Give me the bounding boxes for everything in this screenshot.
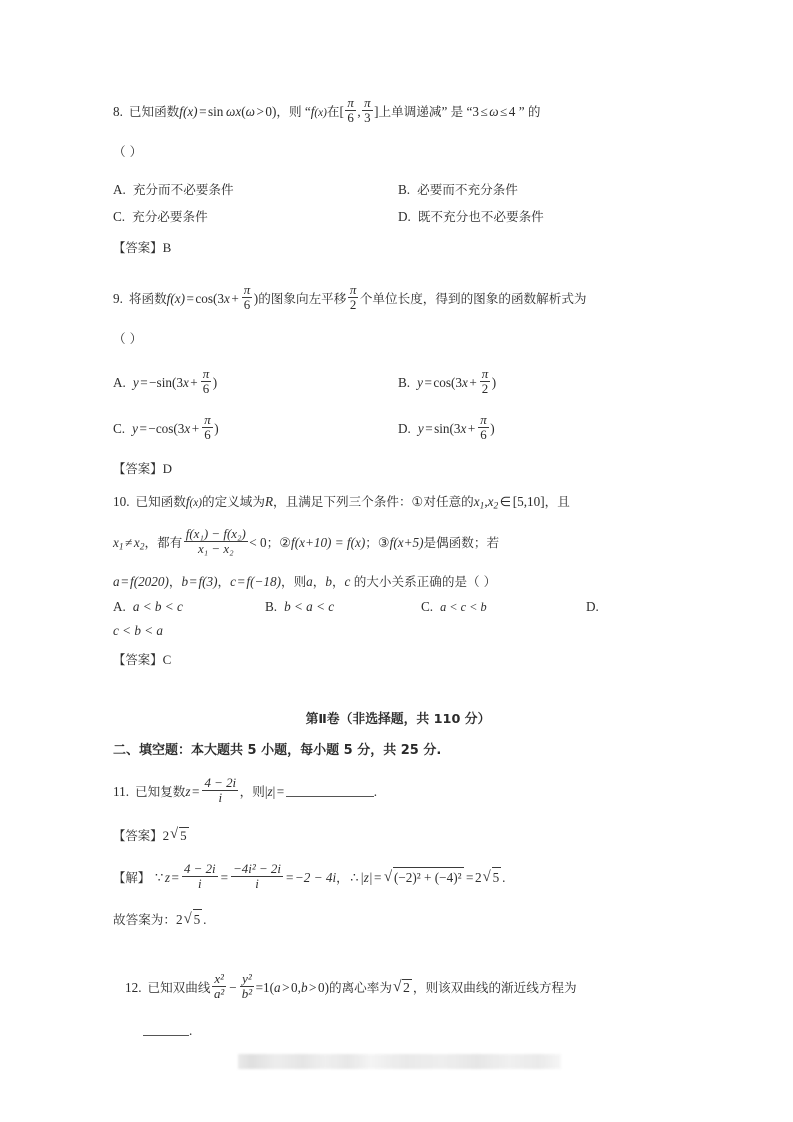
question-10-option-d[interactable]: D. — [586, 599, 599, 615]
fraction-pi-over-6: $\frac{\pi}{6}$ — [243, 282, 251, 313]
sqrt-5: √ 5 — [170, 827, 189, 844]
question-10-number: 10. — [113, 493, 130, 509]
question-11-answer-blank[interactable] — [286, 784, 374, 798]
question-10-stem-line-1: 已知函数f(x)的定义域为R，且满足下列三个条件：①对任意的$x_1,x_2$ ∈ [5,10]，且 — [135, 493, 570, 512]
question-8-option-a[interactable]: A. 充分而不必要条件 — [113, 182, 234, 198]
question-9-answer: 【答案】D — [113, 460, 172, 476]
question-11-stem: 已知复数z = $\frac{4 - 2i}{i}$ ，则|z| = . — [135, 774, 377, 805]
fraction-pi: $\frac{\pi}{6}$ — [204, 411, 211, 442]
question-10-stem-line-2: $x_1 \ne x_2$，都有 $\frac{\text{f(x₁) − f(x₂)}}{\text{x₁ − x₂}}$ < 0；②f(x+10) = f(x)；③f(x+5)是偶函数；若 — [113, 526, 500, 556]
question-11-solution: 【解】 ∵ z = $\frac{4 - 2i}{i}$ = $\frac{\text{−4i² − 2i}}{i}$ = −2 − 4i， ∴ |z| = √ (−2)² + (−4)² = 2 √ 5 . — [113, 862, 683, 891]
part-two-heading: 二、填空题：本大题共 5 小题，每小题 5 分，共 25 分. — [113, 742, 442, 758]
fraction-pi: $\frac{\pi}{2}$ — [481, 365, 489, 396]
difference-quotient-fraction: $\frac{\text{f(x₁) − f(x₂)}}{\text{x₁ − x₂}}$ — [185, 526, 246, 556]
sqrt-2: √ 2 — [393, 979, 412, 996]
fraction-pi-over-2: $\frac{\pi}{2}$ — [349, 282, 357, 313]
question-8-options-row-2 — [113, 206, 683, 225]
sqrt-5: √ 5 — [184, 909, 203, 930]
question-10-option-a[interactable]: A. a < b < c — [113, 599, 183, 615]
question-8-stem: 已知函数f(x) = sin ωx(ω > 0)，则 “f(x)在[ $\frac{\pi}{6}$ , $\frac{\pi}{3}$ ]上单调递减” 是 “3 ≤ ω ≤ 4 ” 的 — [128, 95, 541, 125]
question-8-answer: 【答案】B — [113, 240, 172, 256]
question-9 — [113, 283, 683, 312]
fraction-y2-over-b2: $\frac{\text{y²}}{\text{b²}}$ — [241, 971, 253, 1002]
question-10-option-c[interactable]: C. a < c < b — [421, 599, 487, 615]
question-9-option-c[interactable]: C. y = −cos(3x + $\frac{\pi}{6}$ ) — [113, 411, 219, 442]
fraction-x2-over-a2: $\frac{\text{x²}}{\text{a²}}$ — [213, 971, 225, 1002]
question-12-stem: 已知双曲线 $\frac{\text{x²}}{\text{a²}}$ − $\frac{\text{y²}}{\text{b²}}$ =1(a > 0,b > 0)的离心率为 √ 2 ，则该双曲线的渐近线方程为 — [147, 972, 683, 1001]
question-9-option-d[interactable]: D. y = sin(3x + $\frac{\pi}{6}$ ) — [398, 411, 495, 442]
fraction-pi-over-3: $\frac{\pi}{3}$ — [364, 95, 371, 125]
question-9-options-row-1 — [113, 367, 683, 396]
question-12-answer-blank[interactable] — [143, 1023, 189, 1037]
question-10-answer: 【答案】C — [113, 651, 172, 667]
question-10-options-row — [113, 599, 683, 615]
question-12 — [113, 972, 683, 1001]
question-9-stem: 将函数f(x) = cos(3x + $\frac{\pi}{6}$ )的图象向左平移 $\frac{\pi}{2}$ 个单位长度，得到的图象的函数解析式为 — [128, 282, 587, 313]
question-11-answer: 【答案】2 √ 5 — [113, 826, 683, 844]
volume-title: 第Ⅱ卷（非选择题，共 110 分） — [305, 711, 491, 727]
fraction-pi: $\frac{\pi}{6}$ — [480, 411, 487, 442]
fraction-step-1: $\frac{4 - 2i}{i}$ — [183, 860, 216, 891]
question-9-option-b[interactable]: B. y = cos(3x + $\frac{\pi}{2}$ ) — [398, 365, 497, 396]
question-10-option-b[interactable]: B. b < a < c — [265, 599, 335, 615]
sqrt-sum-of-squares: √ (−2)² + (−4)² — [384, 867, 464, 888]
page-content — [113, 96, 683, 1042]
question-12-number: 12. — [125, 980, 142, 996]
question-9-option-a[interactable]: A. y = −sin(3x + $\frac{\pi}{6}$ ) — [113, 365, 218, 396]
question-9-answer-paren[interactable]: （ ） — [113, 331, 143, 347]
question-8-option-b[interactable]: B. 必要而不充分条件 — [398, 182, 518, 198]
question-8-option-c[interactable]: C. 充分必要条件 — [113, 209, 208, 225]
question-9-number: 9. — [113, 291, 123, 307]
question-8 — [113, 96, 683, 125]
question-8-answer-paren[interactable]: （ ） — [113, 143, 143, 159]
question-9-options-row-2 — [113, 413, 683, 442]
sqrt-5: √ 5 — [483, 867, 502, 888]
question-12-answer-line: . — [113, 1021, 683, 1041]
question-11 — [113, 776, 683, 805]
question-10-option-d-continued[interactable]: c < b < a — [113, 623, 164, 639]
question-11-number: 11. — [113, 783, 129, 799]
question-10 — [113, 491, 683, 511]
redaction-watermark-bar — [238, 1054, 561, 1069]
question-8-option-d[interactable]: D. 既不充分也不必要条件 — [398, 209, 544, 225]
fraction-step-2: $\frac{\text{−4i² − 2i}}{i}$ — [233, 860, 281, 891]
question-8-options-row-1 — [113, 179, 683, 198]
fraction-4-minus-2i-over-i: $\frac{4 - 2i}{i}$ — [204, 774, 237, 805]
question-8-number: 8. — [113, 104, 123, 120]
fraction-pi: $\frac{\pi}{6}$ — [202, 365, 210, 396]
question-11-final-answer: 故答案为：2 √ 5 . — [113, 909, 683, 930]
question-10-stem-line-3: a = f(2020)，b = f(3)，c = f(−18)，则a，b，c 的大小关系正确的是（ ） — [113, 573, 497, 589]
fraction-pi-over-6: $\frac{\pi}{6}$ — [347, 95, 354, 125]
